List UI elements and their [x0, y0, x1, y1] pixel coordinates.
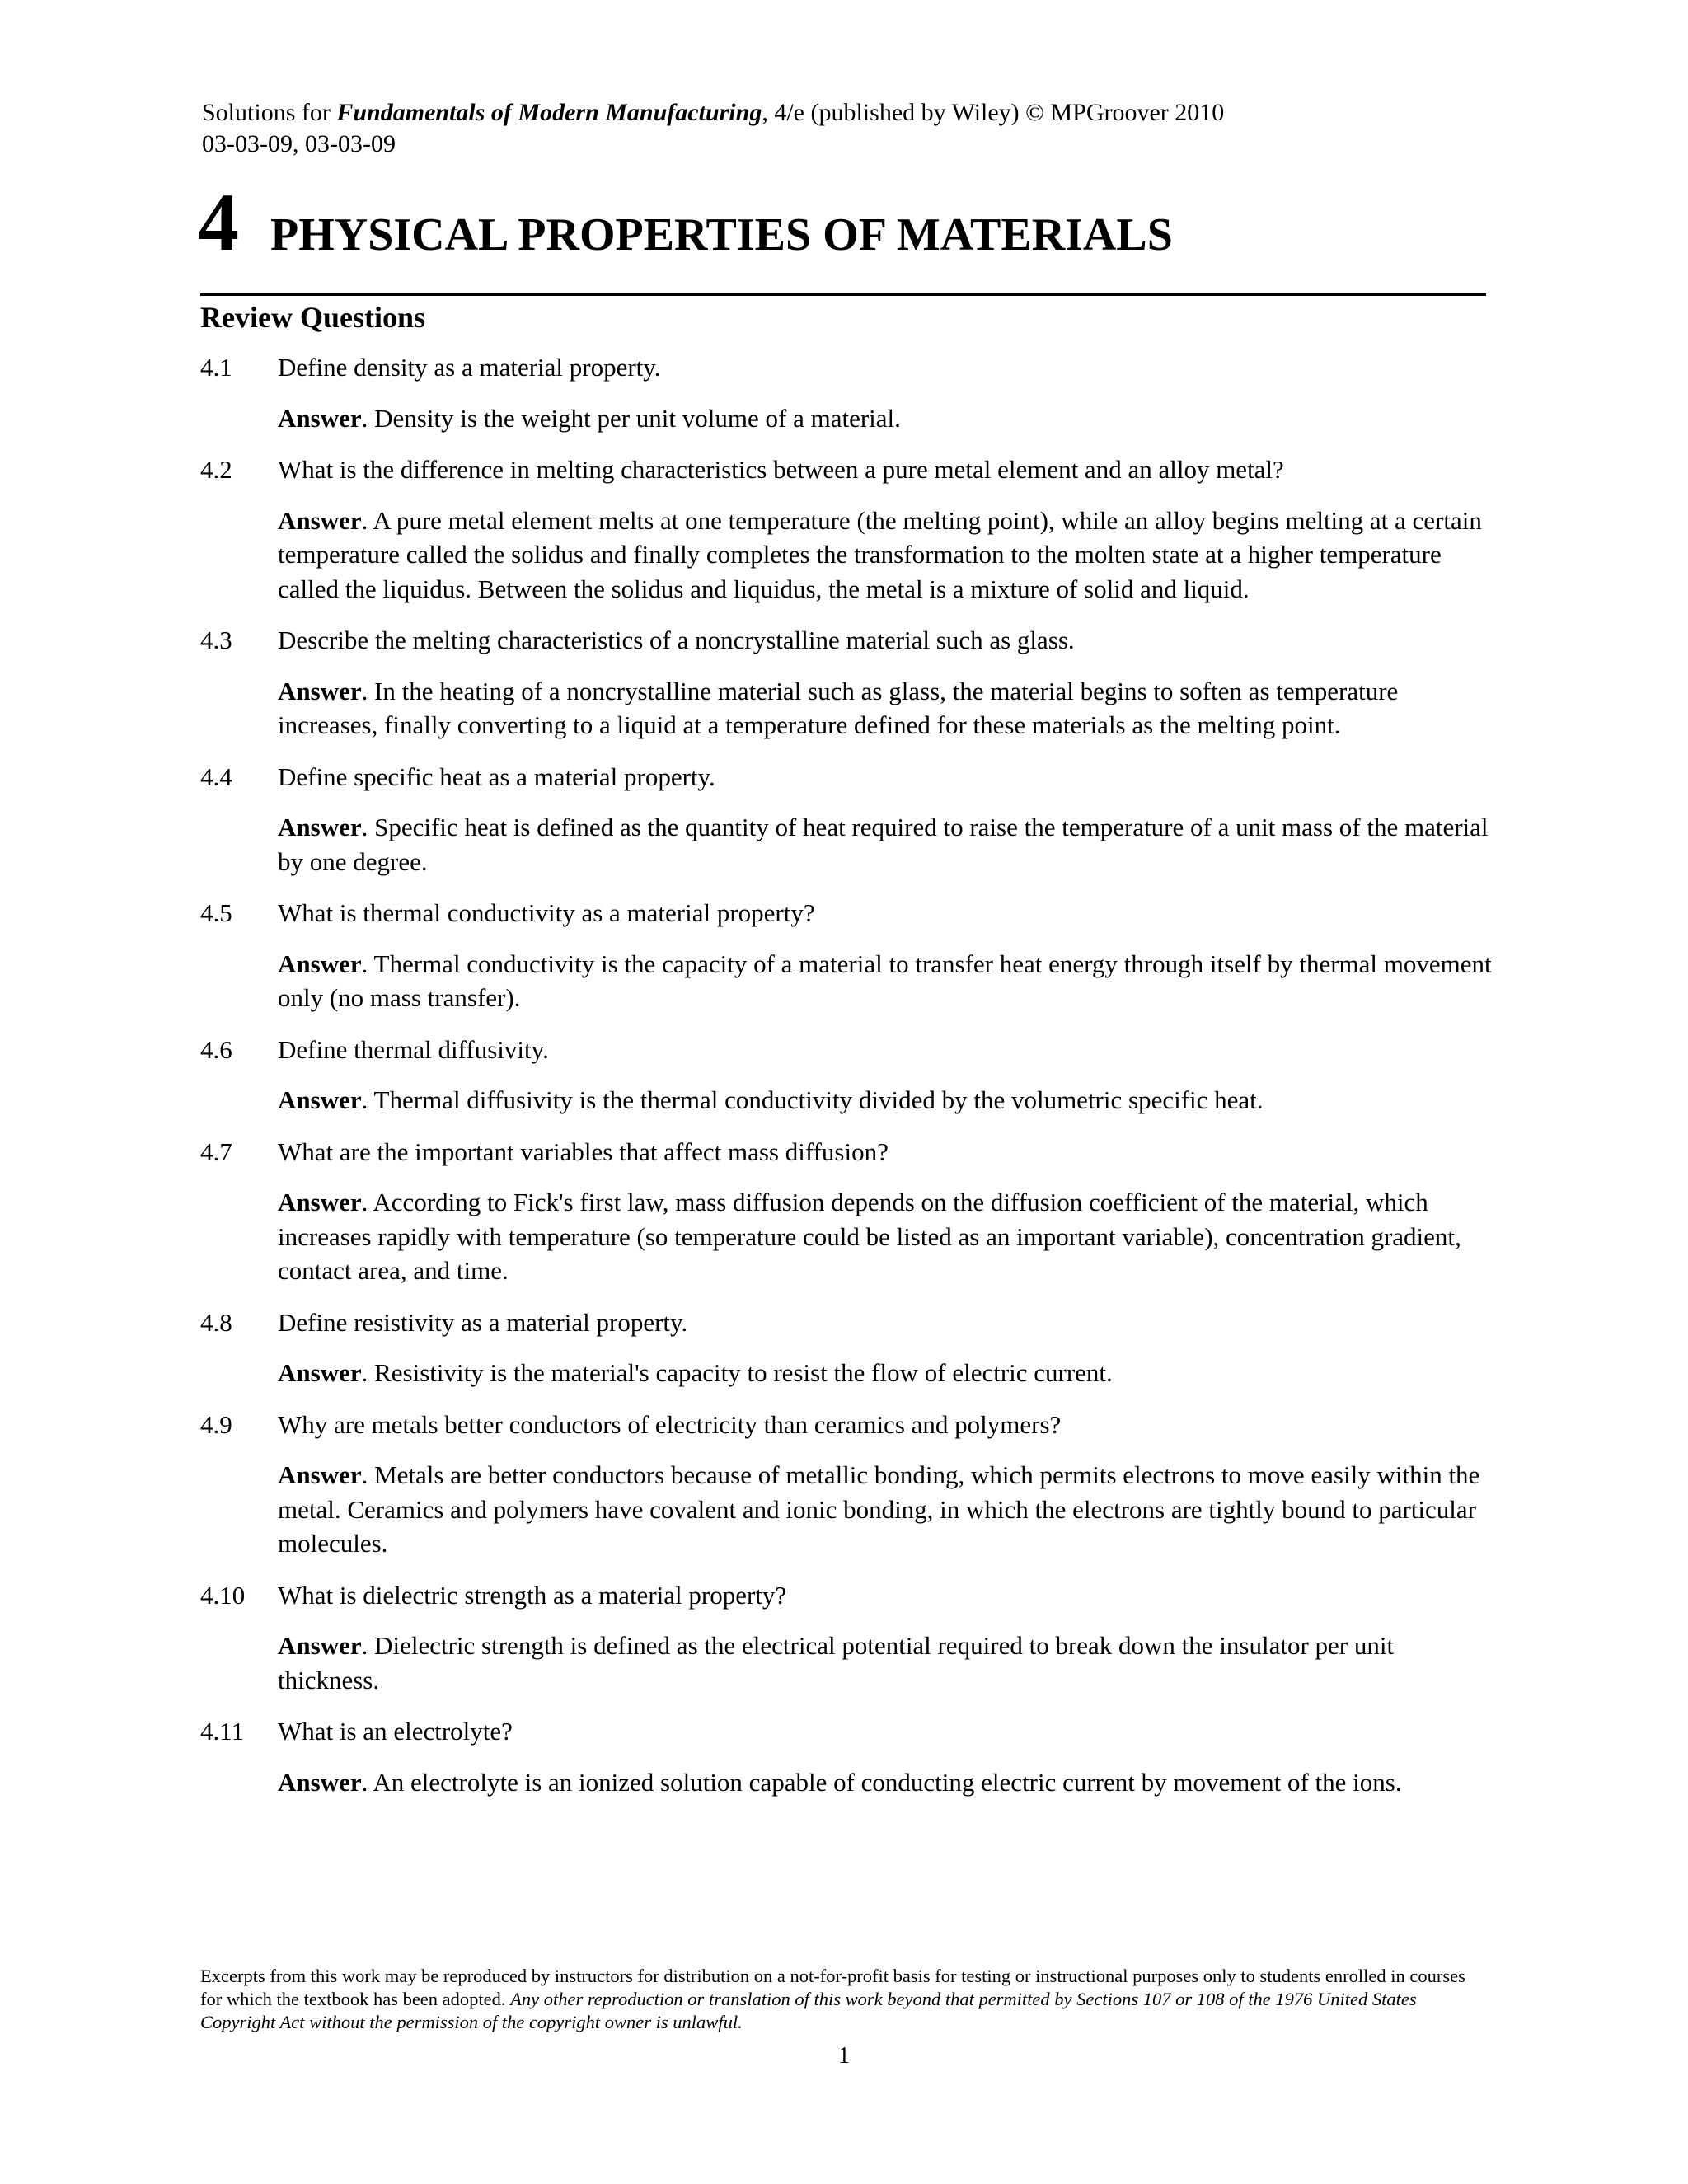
answer-label: Answer	[278, 1085, 362, 1114]
header-suffix: , 4/e (published by Wiley) © MPGroover 2010	[762, 99, 1225, 126]
question-number: 4.2	[200, 455, 232, 484]
answer-label: Answer	[278, 1767, 362, 1797]
chapter-number: 4	[198, 176, 239, 268]
question-text: What is the difference in melting characteristics between a pure metal element and an alloy metal?	[278, 455, 1284, 484]
question-number: 4.7	[200, 1137, 232, 1166]
answer-text: . In the heating of a noncrystalline material such as glass, the material begins to soften as temperature increases, finally converting to a liquid at a temperature defined for these materials as the melting point.	[278, 676, 1399, 739]
header-prefix: Solutions for	[202, 99, 337, 126]
answer-text: . Dielectric strength is defined as the electrical potential required to break down the insulator per unit thickness.	[278, 1631, 1395, 1694]
question-number: 4.10	[200, 1580, 246, 1610]
question-item	[200, 896, 1494, 1015]
question-text: What is thermal conductivity as a material property?	[278, 898, 815, 927]
copyright-footer	[200, 1965, 1490, 2034]
answer-label: Answer	[278, 403, 362, 433]
answer-label: Answer	[278, 1460, 362, 1489]
question-item	[200, 623, 1494, 743]
answer-text: . Thermal diffusivity is the thermal conductivity divided by the volumetric specific heat.	[361, 1085, 1264, 1114]
page-header	[202, 97, 1224, 160]
question-number: 4.8	[200, 1307, 232, 1337]
question-number: 4.6	[200, 1034, 232, 1064]
question-item	[200, 1578, 1494, 1698]
question-item	[200, 1033, 1494, 1118]
question-row	[200, 1135, 1494, 1169]
header-dates: 03-03-09, 03-03-09	[202, 130, 396, 157]
answer-paragraph	[278, 401, 1494, 436]
answer-label: Answer	[278, 1631, 362, 1660]
answer-text: . According to Fick's first law, mass diffusion depends on the diffusion coefficient of the material, which increases rapidly with temperature (so temperature could be listed as an important variable), concentration gradient, contact area, and time.	[278, 1188, 1461, 1285]
question-text: What is dielectric strength as a material property?	[278, 1580, 787, 1610]
question-number: 4.3	[200, 626, 232, 654]
answer-paragraph	[278, 1083, 1494, 1118]
question-row	[200, 896, 1494, 930]
answer-text: . Resistivity is the material's capacity to resist the flow of electric current.	[361, 1358, 1113, 1387]
question-number: 4.11	[200, 1717, 245, 1746]
question-row	[200, 1305, 1494, 1340]
question-number: 4.5	[200, 898, 232, 927]
question-row	[200, 1578, 1494, 1613]
question-row	[200, 760, 1494, 794]
question-row	[200, 623, 1494, 658]
question-text: What is an electrolyte?	[278, 1717, 513, 1746]
question-item	[200, 1714, 1494, 1799]
answer-label: Answer	[278, 1358, 362, 1387]
question-text: Describe the melting characteristics of a noncrystalline material such as glass.	[278, 626, 1075, 654]
answer-paragraph	[278, 1356, 1494, 1390]
question-item	[200, 350, 1494, 435]
header-source-line	[202, 97, 1224, 129]
answer-paragraph	[278, 1185, 1494, 1288]
question-row	[200, 1408, 1494, 1442]
answer-label: Answer	[278, 949, 362, 978]
review-questions-list	[200, 350, 1494, 1816]
answer-paragraph	[278, 674, 1494, 743]
question-row	[200, 350, 1494, 385]
question-item	[200, 1408, 1494, 1561]
answer-label: Answer	[278, 676, 362, 705]
heading-rule	[200, 293, 1486, 296]
question-text: Define resistivity as a material property.	[278, 1307, 688, 1337]
footer-italic-text: Any other reproduction or translation of this work beyond that permitted by Sections 107 or 108 of the 1976 United States Copyright Act without the permission of the copyright owner is unlawful.	[200, 1989, 1417, 2032]
answer-paragraph	[278, 504, 1494, 607]
question-item	[200, 1135, 1494, 1288]
answer-label: Answer	[278, 505, 362, 535]
question-item	[200, 1305, 1494, 1390]
footer-plain-text: Excerpts from this work may be reproduced by instructors for distribution on a not-for-profit basis for testing or instructional purposes only to students enrolled in courses for which the textbook has been adopted.	[200, 1966, 1465, 2009]
section-title: Review Questions	[200, 301, 425, 334]
question-row	[200, 1714, 1494, 1749]
question-row	[200, 1033, 1494, 1067]
answer-text: . Metals are better conductors because of metallic bonding, which permits electrons to move easily within the metal. Ceramics and polymers have covalent and ionic bonding, in which the electrons are tightly bound to particular molecules.	[278, 1460, 1480, 1558]
question-number: 4.9	[200, 1409, 232, 1439]
question-item	[200, 760, 1494, 879]
answer-paragraph	[278, 1458, 1494, 1561]
question-text: Define density as a material property.	[278, 353, 661, 382]
header-book-title: Fundamentals of Modern Manufacturing	[336, 99, 762, 126]
answer-text: . An electrolyte is an ionized solution capable of conducting electric current by movement of the ions.	[361, 1767, 1402, 1797]
chapter-title: PHYSICAL PROPERTIES OF MATERIALS	[270, 209, 1173, 260]
answer-paragraph	[278, 1765, 1494, 1800]
page-number: 1	[838, 2043, 850, 2069]
answer-paragraph	[278, 947, 1494, 1015]
question-item	[200, 452, 1494, 606]
answer-text: . Thermal conductivity is the capacity of a material to transfer heat energy through itself by thermal movement only (no mass transfer).	[278, 949, 1492, 1012]
question-number: 4.1	[200, 353, 232, 382]
chapter-heading	[198, 176, 1173, 268]
question-text: Define thermal diffusivity.	[278, 1034, 549, 1064]
question-text: What are the important variables that affect mass diffusion?	[278, 1137, 889, 1166]
answer-text: . Density is the weight per unit volume of a material.	[361, 403, 901, 433]
answer-label: Answer	[278, 1188, 362, 1216]
answer-text: . Specific heat is defined as the quantity of heat required to raise the temperature of a unit mass of the material by one degree.	[278, 813, 1489, 876]
answer-label: Answer	[278, 813, 362, 841]
question-number: 4.4	[200, 762, 232, 791]
answer-paragraph	[278, 1629, 1494, 1697]
question-text: Why are metals better conductors of electricity than ceramics and polymers?	[278, 1409, 1062, 1439]
question-text: Define specific heat as a material property.	[278, 762, 715, 791]
question-row	[200, 452, 1494, 487]
answer-paragraph	[278, 810, 1494, 879]
answer-text: . A pure metal element melts at one temperature (the melting point), while an alloy begins melting at a certain temperature called the solidus and finally completes the transformation to the molten state at a higher temperature called the liquidus. Between the solidus and liquidus, the metal is a mixture of solid and liquid.	[278, 505, 1482, 603]
